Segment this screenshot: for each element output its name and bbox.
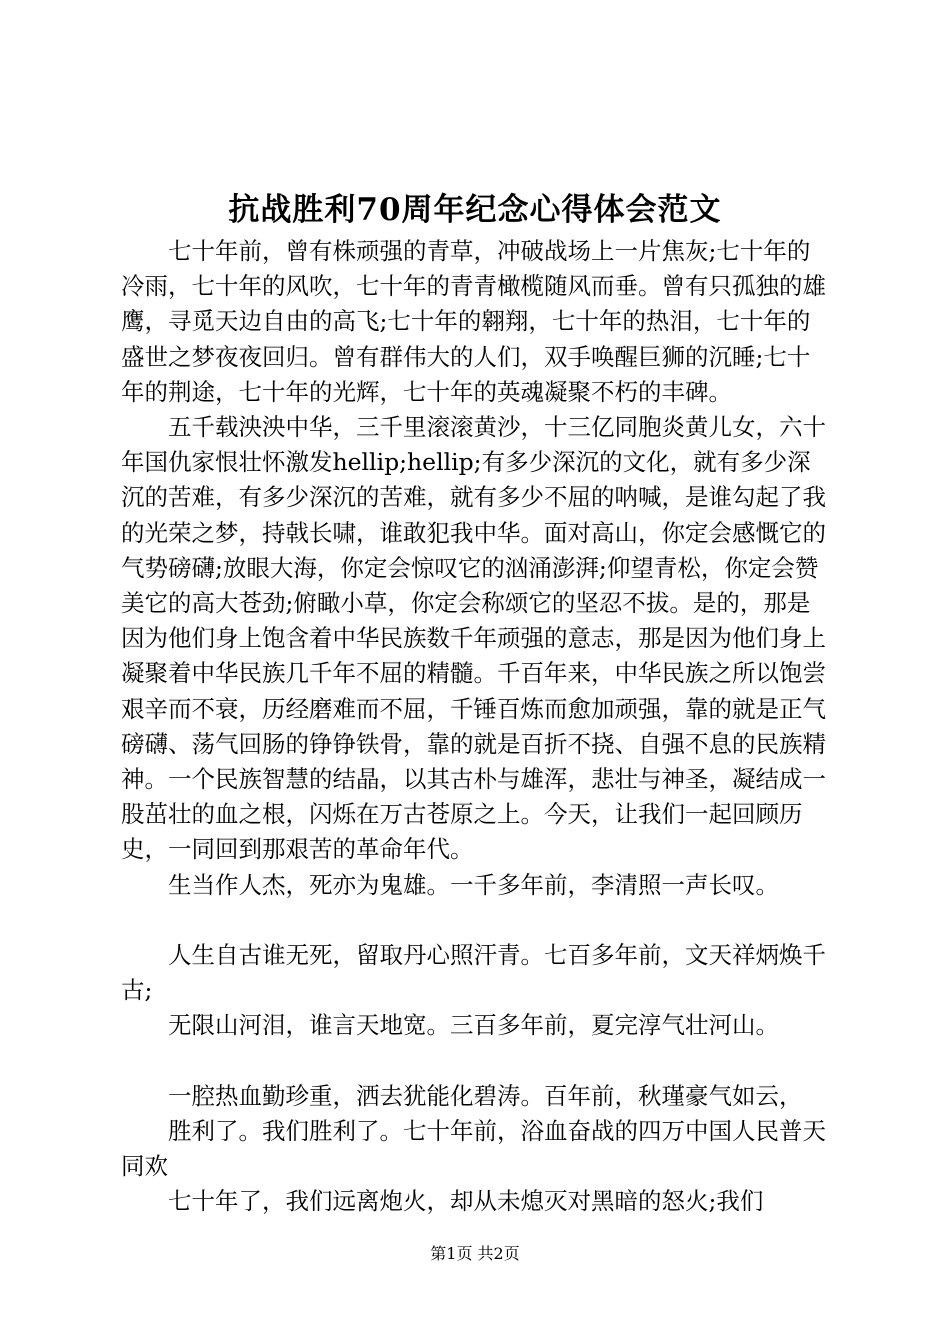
paragraph-5: 无限山河泪，谁言天地宽。三百多年前，夏完淳气壮河山。 — [168, 1011, 779, 1040]
paragraph-6: 一腔热血勤珍重，洒去犹能化碧涛。百年前，秋瑾豪气如云， — [168, 1081, 803, 1110]
document-body — [121, 234, 833, 1220]
page-footer: 第1页 共2页 — [430, 1244, 520, 1263]
paragraph-4: 人生自古谁无死，留取丹心照汗青。七百多年前，文天祥炳焕千古; — [121, 941, 826, 1005]
paragraph-2: 五千载泱泱中华，三千里滚滚黄沙，十三亿同胞炎黄儿女，六十年国仇家恨壮怀激发hellip;hellip;有多少深沉的文化，就有多少深沉的苦难，有多少深沉的苦难，就有多少不屈的呐喊，是谁勾起了我的光荣之梦，持戟长啸，谁敢犯我中华。面对高山，你定会感慨它的气势磅礴;放眼大海，你定会惊叹它的汹涌澎湃;仰望青松，你定会赞美它的高大苍劲;俯瞰小草，你定会称颂它的坚忍不拔。是的，那是因为他们身上饱含着中华民族数千年顽强的意志，那是因为他们身上凝聚着中华民族几千年不屈的精髓。千百年来，中华民族之所以饱尝艰辛而不衰，历经磨难而不屈，千锤百炼而愈加顽强，靠的就是正气磅礴、荡气回肠的铮铮铁骨，靠的就是百折不挠、自强不息的民族精神。一个民族智慧的结晶，以其古朴与雄浑，悲壮与神圣，凝结成一股茁壮的血之根，闪烁在万古苍原之上。今天，让我们一起回顾历史，一同回到那艰苦的革命年代。 — [121, 413, 826, 864]
paragraph-3: 生当作人杰，死亦为鬼雄。一千多年前，李清照一声长叹。 — [168, 870, 779, 899]
paragraph-8: 七十年了，我们远离炮火，却从未熄灭对黑暗的怒火;我们 — [168, 1187, 764, 1216]
document-title: 抗战胜利70周年纪念心得体会范文 — [228, 192, 722, 228]
paragraph-1: 七十年前，曾有株顽强的青草，冲破战场上一片焦灰;七十年的冷雨，七十年的风吹，七十年的青青橄榄随风而垂。曾有只孤独的雄鹰，寻觅天边自由的高飞;七十年的翱翔，七十年的热泪，七十年的盛世之梦夜夜回归。曾有群伟大的人们，双手唤醒巨狮的沉睡;七十年的荆途，七十年的光辉，七十年的英魂凝聚不朽的丰碑。 — [121, 237, 826, 406]
paragraph-7: 胜利了。我们胜利了。七十年前，浴血奋战的四万中国人民普天同欢 — [121, 1117, 826, 1181]
